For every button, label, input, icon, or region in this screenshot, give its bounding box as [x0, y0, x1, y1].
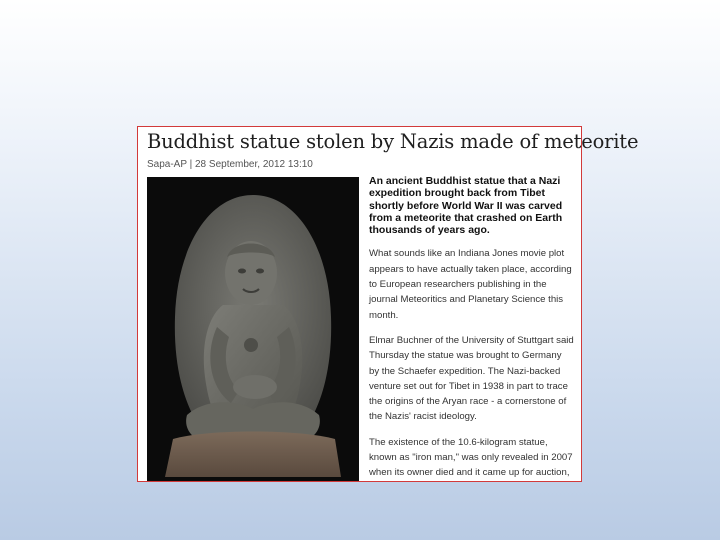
statue-photo	[147, 177, 359, 481]
article-body	[369, 175, 574, 491]
article-lede: An ancient Buddhist statue that a Nazi expedition brought back from Tibet shortly before World War II was carved from a meteorite that crashed on Earth thousands of years ago.	[369, 175, 563, 237]
article-byline: Sapa-AP | 28 September, 2012 13:10	[147, 159, 313, 170]
article-paragraph: The existence of the 10.6-kilogram statue, known as "iron man," was only revealed in 2007 when its owner died and it came up for auction,	[369, 436, 573, 479]
buddhist-statue-image	[147, 177, 359, 481]
article-paragraph: Elmar Buchner of the University of Stuttgart said Thursday the statue was brought to Germany by the Schaefer expedition. The Nazi-backed venture set out for Tibet in 1938 in part to trace the origins of the Aryan race - a cornerstone of the Nazis' racist ideology.	[369, 334, 574, 423]
article-paragraph: What sounds like an Indiana Jones movie plot appears to have actually taken place, according to European researchers publishing in the journal Meteoritics and Planetary Science this month.	[369, 248, 572, 321]
article-headline: Buddhist statue stolen by Nazis made of meteorite	[147, 130, 639, 153]
article-clipping	[137, 126, 639, 482]
